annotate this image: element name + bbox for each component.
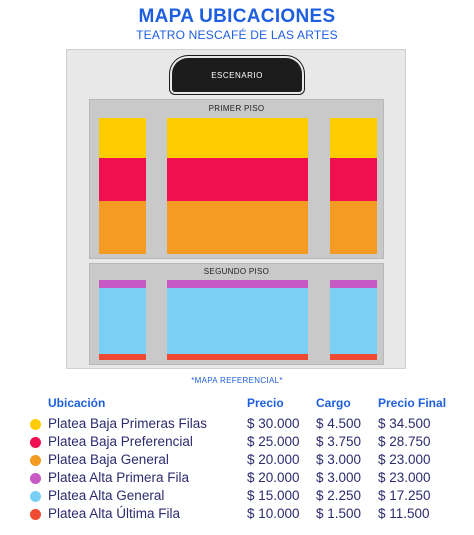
color-dot — [30, 509, 41, 520]
floor-second-center-block — [167, 280, 308, 360]
floor-first-label: PRIMER PISO — [208, 104, 265, 113]
row-location: Platea Baja General — [48, 452, 169, 467]
header-final-price: Precio Final — [378, 396, 447, 410]
row-final-price: $ 34.500 — [378, 416, 431, 431]
zone-platea-alta-ultima-fila[interactable] — [330, 354, 377, 360]
zone-platea-alta-ultima-fila[interactable] — [99, 354, 146, 360]
table-row — [30, 506, 460, 524]
zone-platea-baja-preferencial[interactable] — [99, 158, 146, 201]
row-fee: $ 1.500 — [316, 506, 362, 521]
floor-second-label: SEGUNDO PISO — [203, 267, 270, 276]
row-final-price: $ 28.750 — [378, 434, 431, 449]
table-row — [30, 416, 460, 434]
zone-platea-alta-primera-fila[interactable] — [167, 280, 308, 288]
header-fee: Cargo — [316, 396, 351, 410]
row-location: Platea Baja Primeras Filas — [48, 416, 208, 431]
floor-first — [89, 99, 384, 259]
row-location: Platea Baja Preferencial — [48, 434, 193, 449]
zone-platea-alta-general[interactable] — [167, 288, 308, 354]
row-price: $ 30.000 — [247, 416, 300, 431]
zone-platea-alta-primera-fila[interactable] — [99, 280, 146, 288]
row-price: $ 20.000 — [247, 470, 300, 485]
row-location: Platea Alta Primera Fila — [48, 470, 190, 485]
table-row — [30, 470, 460, 488]
color-dot — [30, 491, 41, 502]
floor-second-left-block — [99, 280, 146, 360]
row-final-price: $ 23.000 — [378, 452, 431, 467]
floor-second-right-block — [330, 280, 377, 360]
zone-platea-alta-general[interactable] — [99, 288, 146, 354]
row-fee: $ 3.750 — [316, 434, 362, 449]
row-final-price: $ 17.250 — [378, 488, 431, 503]
stage-label: ESCENARIO — [211, 71, 263, 80]
zone-platea-baja-primeras-filas[interactable] — [99, 118, 146, 158]
zone-platea-baja-preferencial[interactable] — [330, 158, 377, 201]
row-fee: $ 3.000 — [316, 470, 362, 485]
row-location: Platea Alta Última Fila — [48, 506, 181, 521]
row-price: $ 15.000 — [247, 488, 300, 503]
row-price: $ 25.000 — [247, 434, 300, 449]
table-row — [30, 434, 460, 452]
header-price: Precio — [247, 396, 284, 410]
color-dot — [30, 455, 41, 466]
map-disclaimer: *MAPA REFERENCIAL* — [191, 376, 283, 385]
row-final-price: $ 11.500 — [378, 506, 430, 521]
floor-first-left-block — [99, 118, 146, 254]
zone-platea-alta-primera-fila[interactable] — [330, 280, 377, 288]
zone-platea-baja-preferencial[interactable] — [167, 158, 308, 201]
zone-platea-baja-general[interactable] — [167, 201, 308, 254]
row-fee: $ 3.000 — [316, 452, 362, 467]
zone-platea-alta-ultima-fila[interactable] — [167, 354, 308, 360]
header-location: Ubicación — [48, 396, 106, 410]
row-fee: $ 4.500 — [316, 416, 362, 431]
table-row — [30, 488, 460, 506]
row-price: $ 10.000 — [247, 506, 300, 521]
floor-second — [89, 263, 384, 365]
floor-first-right-block — [330, 118, 377, 254]
zone-platea-baja-general[interactable] — [330, 201, 377, 254]
table-row — [30, 452, 460, 470]
zone-platea-baja-general[interactable] — [99, 201, 146, 254]
venue-subtitle: TEATRO NESCAFÉ DE LAS ARTES — [136, 28, 338, 42]
color-dot — [30, 419, 41, 430]
stage — [172, 58, 302, 92]
floor-first-center-block — [167, 118, 308, 254]
color-dot — [30, 437, 41, 448]
row-location: Platea Alta General — [48, 488, 165, 503]
row-fee: $ 2.250 — [316, 488, 362, 503]
zone-platea-baja-primeras-filas[interactable] — [330, 118, 377, 158]
color-dot — [30, 473, 41, 484]
row-price: $ 20.000 — [247, 452, 300, 467]
row-final-price: $ 23.000 — [378, 470, 431, 485]
zone-platea-alta-general[interactable] — [330, 288, 377, 354]
page-title: MAPA UBICACIONES — [138, 6, 336, 27]
zone-platea-baja-primeras-filas[interactable] — [167, 118, 308, 158]
